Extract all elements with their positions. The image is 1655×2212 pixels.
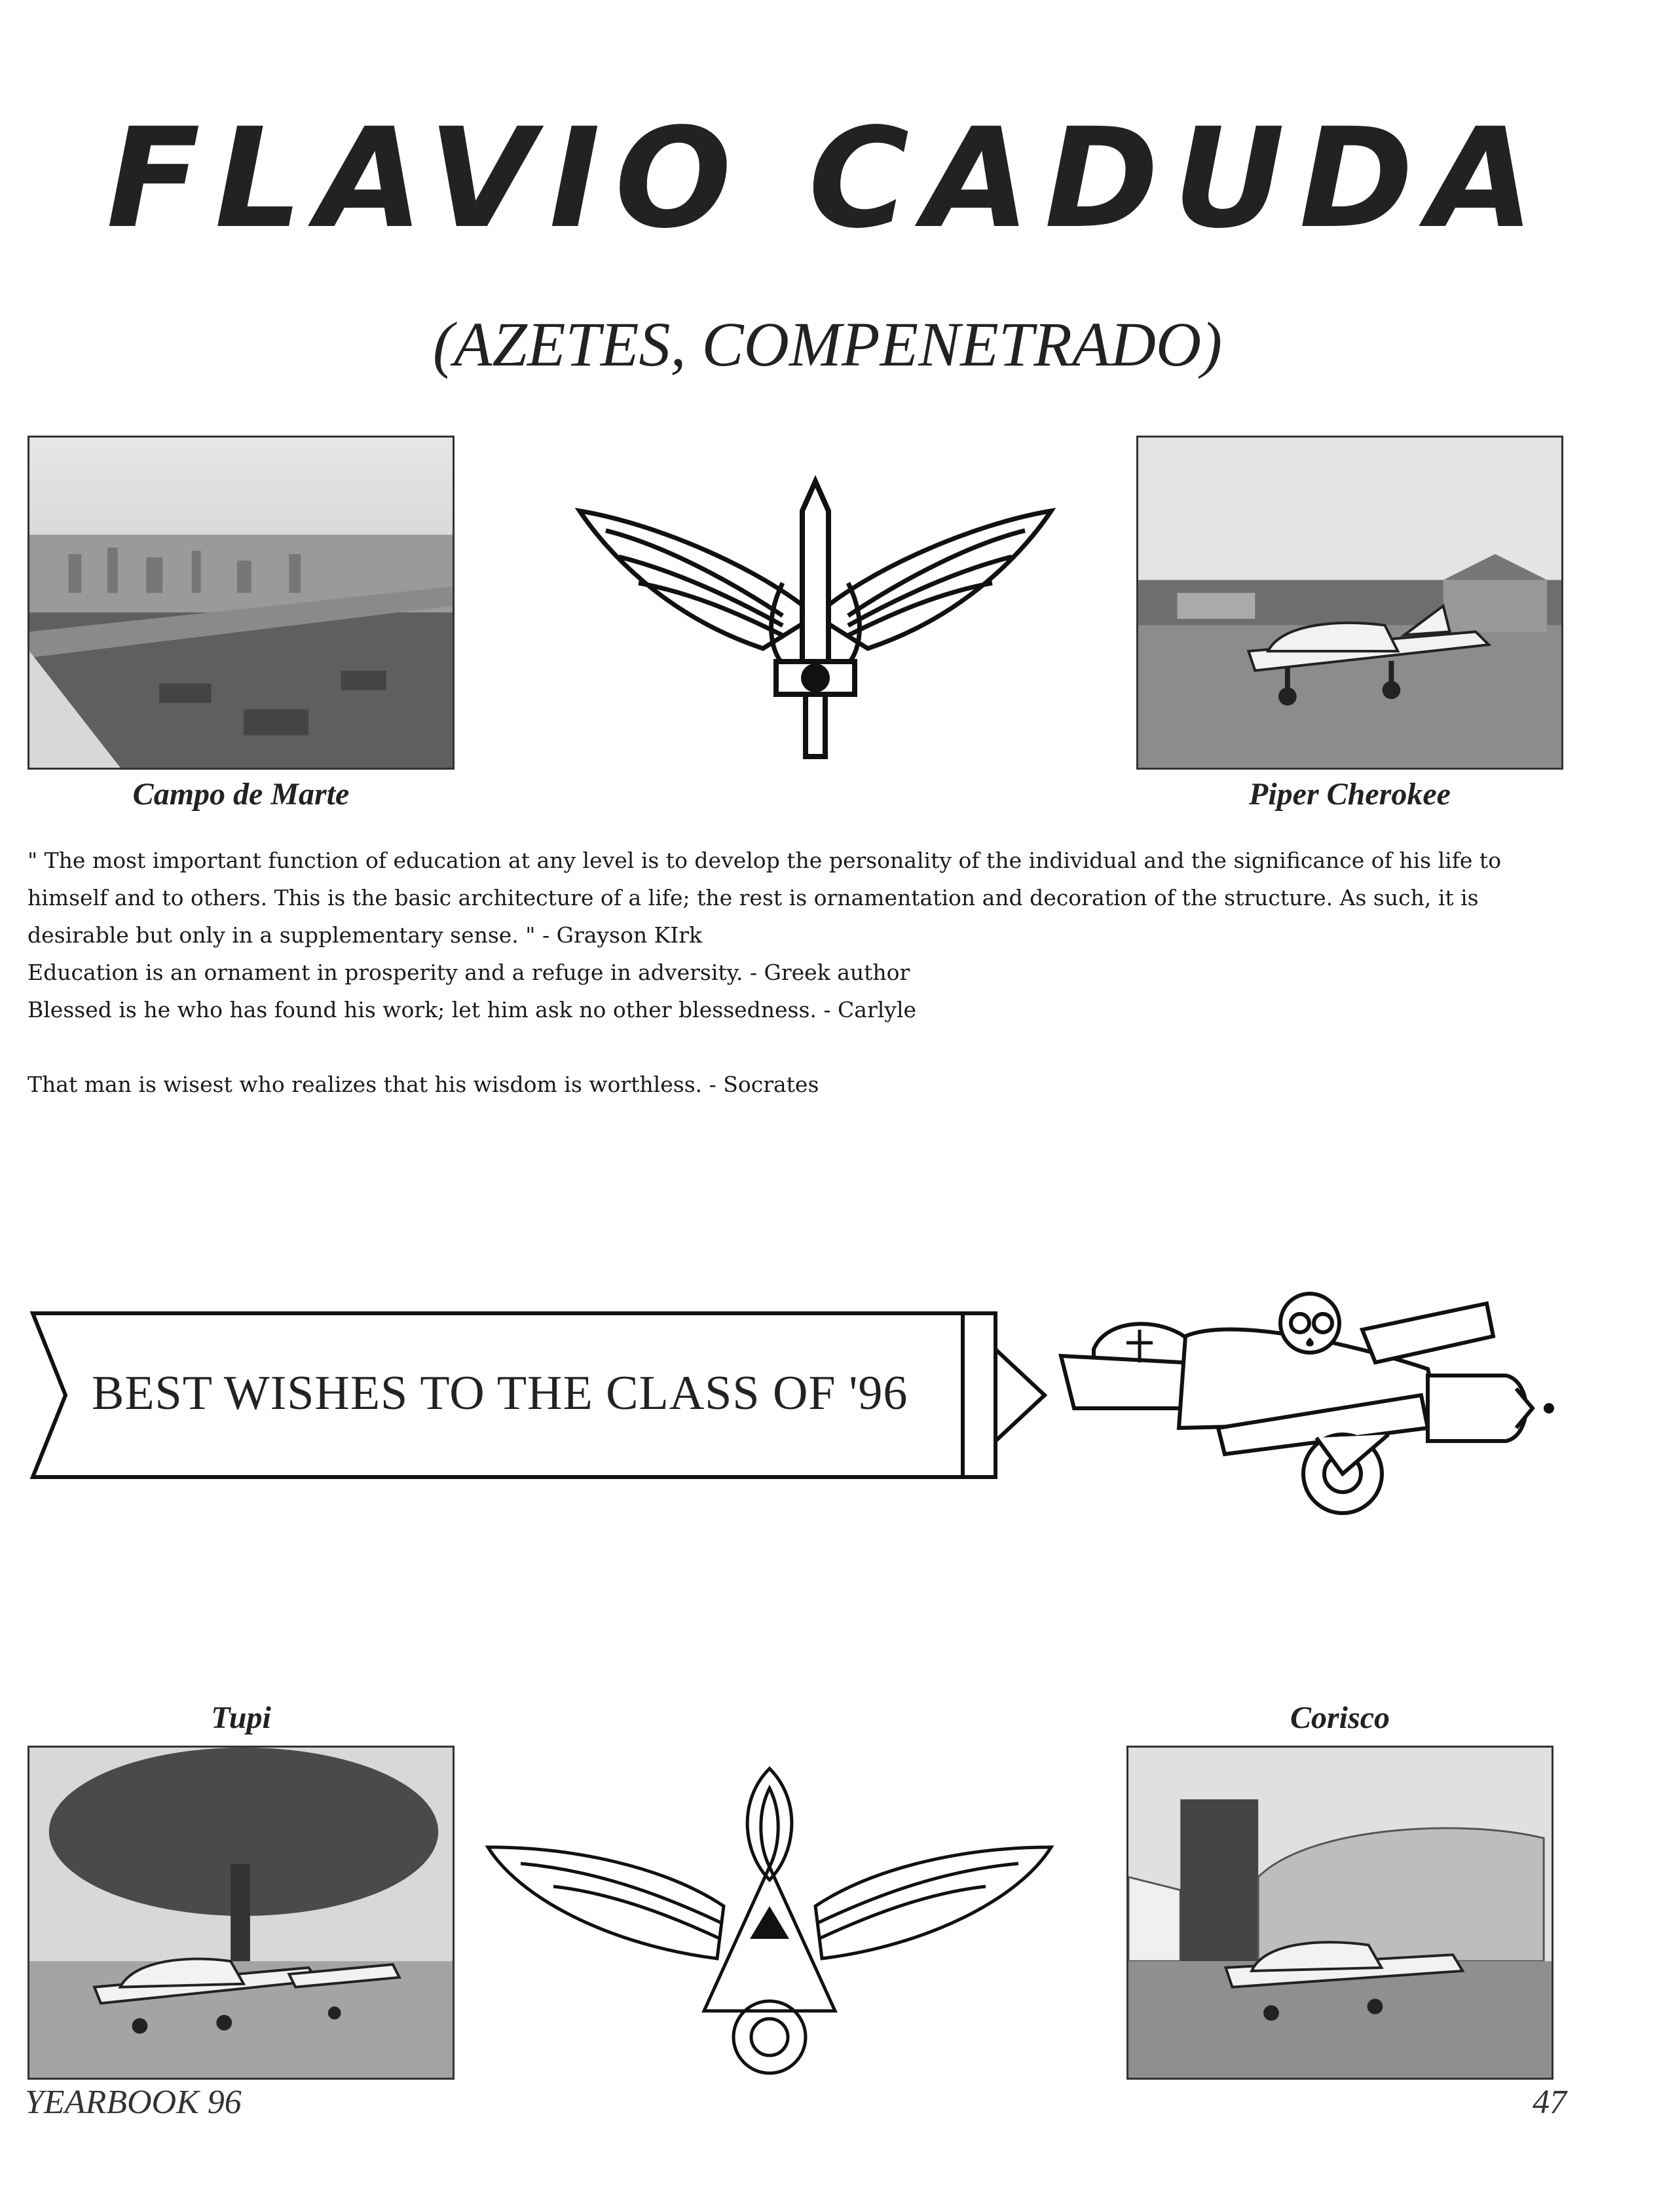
quote-greek-author: Education is an ornament in prosperity and a refuge in adversity. - Greek author	[28, 960, 910, 985]
page-title: FLAVIO CADUDA	[106, 98, 1549, 259]
campo-de-marte-photo	[28, 436, 455, 770]
best-wishes-banner-text: BEST WISHES TO THE CLASS OF '96	[92, 1366, 908, 1420]
yearbook-footer: YEARBOOK 96	[25, 2084, 242, 2121]
corisco-caption: Corisco	[1290, 1700, 1390, 1735]
biplane-illustration	[1035, 1277, 1572, 1539]
piper-cherokee-caption: Piper Cherokee	[1249, 777, 1451, 812]
page-number: 47	[1533, 2084, 1567, 2121]
quote-grayson-kirk: " The most important function of education at any level is to develop the personality of the individual and the significance of his life to himself and to others. This is the basic architecture of a life; the rest is ornamentation and decoration of the structure. As such, it is desirable but only in a supplementary sense. " - Grayson KIrk	[28, 848, 1502, 948]
tupi-photo	[28, 1746, 455, 2080]
quotes-block	[28, 842, 1573, 1103]
nicknames-subtitle: (AZETES, COMPENETRADO)	[432, 309, 1223, 379]
tupi-caption: Tupi	[211, 1700, 271, 1735]
campo-de-marte-caption: Campo de Marte	[132, 777, 350, 812]
winged-triangle-emblem	[481, 1749, 1058, 2083]
quote-carlyle: Blessed is he who has found his work; let him ask no other blessedness. - Carlyle	[28, 997, 917, 1022]
corisco-photo	[1126, 1746, 1553, 2080]
piper-cherokee-photo	[1136, 436, 1563, 770]
air-force-wings-emblem	[567, 452, 1064, 773]
quote-socrates: That man is wisest who realizes that his wisdom is worthless. - Socrates	[28, 1072, 819, 1097]
